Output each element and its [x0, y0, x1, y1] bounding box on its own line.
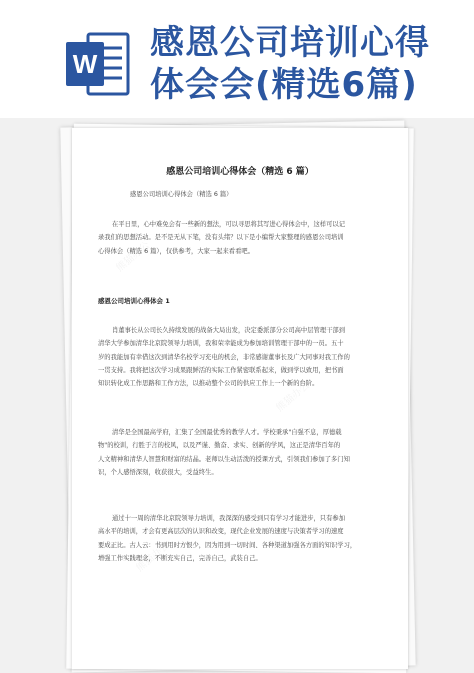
text-line: 录我们的思想活动。是不是无从下笔，没有头绪？以下是小编帮大家整理的感恩公司培训 — [98, 234, 344, 242]
text-line: 识，个人感悟深刻，收获很大，受益终生。 — [98, 468, 218, 476]
text-line: 清华是全国最高学府，汇集了全国最优秀的教学人才。学校秉承"自强不息，厚德载 — [112, 429, 342, 436]
text-line: 增强工作实践理念，不断充实自己，完善自己，武装自己。 — [98, 554, 262, 562]
page-title — [150, 22, 470, 106]
document-title: 感恩公司培训心得体会（精选 6 篇） — [166, 167, 314, 177]
text-line: 人文精神和清华人智慧和财富的结晶。老师以生动活泼的授课方式，引领我们参加了多门知 — [98, 455, 350, 463]
watermark: 熊猫办公 — [134, 539, 173, 575]
text-line: 物"的校训，行胜于言的校风，以及严谨、勤奋、求实、创新的学风，这正是清华百年的 — [98, 442, 341, 450]
word-document-icon — [62, 28, 134, 100]
word-logo-letter: W — [72, 49, 98, 79]
text-line: 心得体会（精选 6 篇），仅供参考，大家一起来看看吧。 — [98, 247, 254, 255]
text-line: 在平日里，心中难免会有一些新的想法，可以寻思将其写进心得体会中，这样可以记 — [112, 221, 345, 228]
paragraph-2 — [98, 426, 386, 479]
section-heading: 感恩公司培训心得体会 1 — [98, 297, 170, 305]
document-subtitle: 感恩公司培训心得体会（精选 6 篇） — [130, 191, 233, 198]
text-line: 要成正比。古人云：书到用时方恨少，因为用到一切时间、各种渠道加强各方面的知识学习， — [98, 541, 357, 549]
intro-paragraph — [98, 218, 386, 258]
watermark: 熊猫办公 — [114, 239, 153, 275]
text-line: 高水平的培训，才会有更高层次的认识和改变，现代企业发展的速度与决策者学习的速度 — [98, 528, 344, 536]
title-line-1: 感恩公司培训心得 — [150, 23, 430, 63]
text-line: 岁的我能加有幸借这次到清华名校学习充电的机会，非常感谢董事长及广大同事对我工作的 — [98, 353, 350, 361]
document-page — [72, 128, 408, 669]
text-line: 清华大学参加清华北京院领导力培训，我和荣幸能成为参加培训管理干部中的一员。五十 — [98, 340, 344, 348]
paragraph-1 — [98, 324, 386, 390]
paragraph-3 — [98, 512, 386, 565]
watermark: 熊猫办公 — [274, 379, 313, 415]
text-line: 通过十一周的清华北京院领导力培训，我深深的感受到只有学习才能进步，只有参加 — [112, 515, 345, 522]
text-line: 一贯支持。我将把这次学习成果跟鲜活的实际工作紧密联系起来，做到学以致用，把书面 — [98, 366, 344, 374]
header-banner — [0, 0, 474, 118]
text-line: 知识转化成工作思路和工作方法，以推动整个公司的供应工作上一个新的台阶。 — [98, 380, 319, 388]
text-line: 肖董事长从公司长久持续发展的战备大局出发，决定委派部分公司高中层管理干部到 — [112, 327, 345, 334]
title-line-2: 体会会(精选6篇) — [150, 65, 418, 105]
